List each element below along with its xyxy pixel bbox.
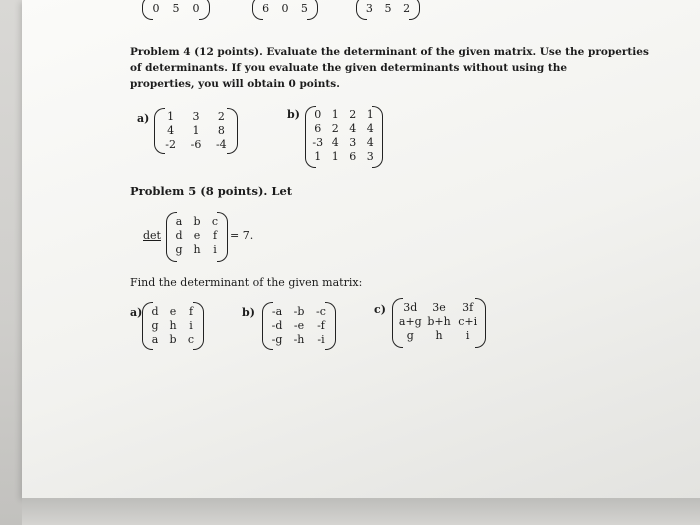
matrix-cell: a xyxy=(151,333,159,346)
matrix-grid xyxy=(146,2,206,16)
matrix-cell: f xyxy=(212,229,218,242)
matrix-cell: 4 xyxy=(331,136,339,149)
matrix-cell: 5 xyxy=(172,2,180,15)
matrix-cell: f xyxy=(188,305,194,318)
matrix-cell: 6 xyxy=(262,2,270,15)
matrix-cell: -a xyxy=(271,305,283,318)
matrix-cell: 6 xyxy=(314,122,322,135)
matrix-cell: -g xyxy=(271,333,283,346)
matrix-cell: b xyxy=(169,333,177,346)
matrix-cell: 3 xyxy=(349,136,357,149)
matrix-cell: c xyxy=(187,333,195,346)
matrix-grid xyxy=(170,215,224,257)
matrix-cell: -h xyxy=(293,333,305,346)
top-matrix-2 xyxy=(256,0,314,20)
matrix-cell: b+h xyxy=(427,315,451,328)
matrix-cell: 4 xyxy=(167,124,175,137)
matrix-cell: 0 xyxy=(152,2,160,15)
problem5-c-matrix xyxy=(396,298,482,348)
matrix-cell: -f xyxy=(317,319,325,332)
matrix-grid xyxy=(158,110,234,152)
matrix-cell: 3e xyxy=(432,301,446,314)
det-value: = 7. xyxy=(230,229,254,242)
matrix-cell: c xyxy=(211,215,219,228)
problem4-line2: of determinants. If you evaluate the given determinants without using the xyxy=(130,62,568,74)
matrix-cell: h xyxy=(169,319,177,332)
problem4-b-label: b) xyxy=(287,108,300,121)
det-matrix xyxy=(170,212,224,262)
matrix-cell: 3 xyxy=(192,110,200,123)
matrix-cell: 1 xyxy=(366,108,374,121)
matrix-grid xyxy=(360,2,416,16)
matrix-cell: 1 xyxy=(167,110,175,123)
matrix-cell: c+i xyxy=(458,315,478,328)
matrix-cell: 6 xyxy=(349,150,357,163)
matrix-cell: -4 xyxy=(215,138,227,151)
matrix-cell: -6 xyxy=(190,138,202,151)
matrix-cell: -3 xyxy=(312,136,324,149)
matrix-cell: 2 xyxy=(403,2,411,15)
matrix-cell: a+g xyxy=(398,315,422,328)
matrix-cell: 4 xyxy=(349,122,357,135)
problem5-heading: Problem 5 (8 points). Let xyxy=(130,184,293,198)
matrix-cell: i xyxy=(189,319,193,332)
matrix-grid xyxy=(309,108,379,164)
matrix-cell: -c xyxy=(316,305,326,318)
matrix-cell: -b xyxy=(293,305,305,318)
matrix-cell: i xyxy=(213,243,217,256)
matrix-cell: g xyxy=(151,319,159,332)
matrix-cell: e xyxy=(169,305,177,318)
matrix-cell: i xyxy=(465,329,470,342)
top-matrix-1 xyxy=(146,0,206,20)
matrix-cell: 1 xyxy=(192,124,200,137)
matrix-cell: 5 xyxy=(384,2,392,15)
problem5-a-matrix xyxy=(146,302,200,350)
matrix-cell: 4 xyxy=(366,122,374,135)
det-label: det xyxy=(143,229,161,242)
matrix-cell: 0 xyxy=(281,2,289,15)
problem5-b-matrix xyxy=(266,302,332,350)
matrix-cell: -d xyxy=(271,319,283,332)
matrix-cell: 3d xyxy=(403,301,418,314)
matrix-grid xyxy=(266,305,332,347)
matrix-cell: 0 xyxy=(192,2,200,15)
problem5-instruction: Find the determinant of the given matrix: xyxy=(130,276,363,289)
matrix-cell: 3f xyxy=(462,301,474,314)
matrix-cell: d xyxy=(151,305,159,318)
matrix-cell: 1 xyxy=(331,108,339,121)
problem4-a-matrix xyxy=(158,108,234,154)
problem4-heading: Problem 4 (12 points). Evaluate the determinant of the given matrix. Use the properties xyxy=(130,46,649,58)
problem4-a-label: a) xyxy=(137,112,150,125)
matrix-cell: 2 xyxy=(217,110,225,123)
matrix-grid xyxy=(396,301,482,343)
matrix-cell: 2 xyxy=(331,122,339,135)
matrix-cell: e xyxy=(193,229,201,242)
problem4-b-matrix xyxy=(309,106,379,168)
matrix-cell: 1 xyxy=(314,150,322,163)
matrix-cell: 1 xyxy=(331,150,339,163)
matrix-cell: g xyxy=(175,243,183,256)
matrix-cell: 3 xyxy=(366,150,374,163)
matrix-cell: 4 xyxy=(366,136,374,149)
problem5-c-label: c) xyxy=(374,303,386,316)
matrix-cell: 5 xyxy=(300,2,308,15)
matrix-cell: h xyxy=(193,243,201,256)
matrix-cell: 0 xyxy=(314,108,322,121)
matrix-cell: -e xyxy=(293,319,305,332)
matrix-cell: -2 xyxy=(165,138,177,151)
matrix-grid xyxy=(256,2,314,16)
matrix-cell: -i xyxy=(317,333,325,346)
top-matrix-3 xyxy=(360,0,416,20)
matrix-grid xyxy=(146,305,200,347)
matrix-cell: h xyxy=(435,329,443,342)
matrix-cell: 2 xyxy=(349,108,357,121)
matrix-cell: a xyxy=(175,215,183,228)
matrix-cell: b xyxy=(193,215,201,228)
matrix-cell: 8 xyxy=(217,124,225,137)
paper-edge xyxy=(22,498,700,525)
problem4-line3: properties, you will obtain 0 points. xyxy=(130,78,340,90)
matrix-cell: g xyxy=(406,329,414,342)
problem5-a-label: a) xyxy=(130,306,143,319)
matrix-cell: d xyxy=(175,229,183,242)
matrix-cell: 3 xyxy=(365,2,373,15)
problem5-b-label: b) xyxy=(242,306,255,319)
